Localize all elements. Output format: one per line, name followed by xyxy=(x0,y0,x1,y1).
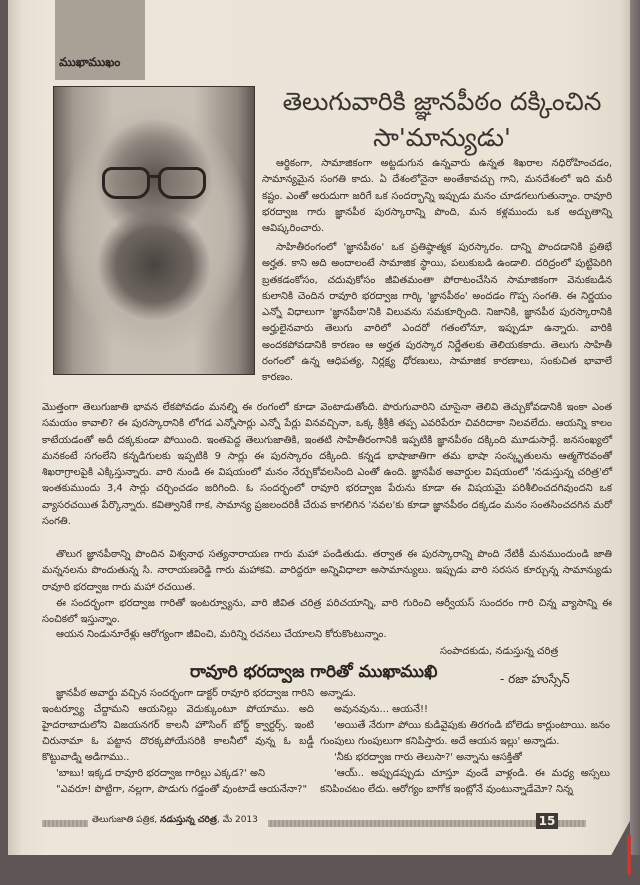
footer-rule-left xyxy=(42,820,88,827)
interview-right-para-1: అన్నాడు. xyxy=(320,688,357,699)
editorial-paragraph-4: తొలుగ జ్ఞానపీఠాన్ని పొందిన విశ్వనాథ సత్యనారాయణ గారు మహా పండితుడు. తర్వాత ఈ పురస్కారాన్ని పొంది నేటికీ మనముందుండి జాతి మన్ననలను పొందుతున్న సి. నారాయణరెడ్డి గారు మహాకవి. వారిద్దరూ అన్నివిధాలా అసామాన్యులు. ఇప్పుడు వారి సరసన కూర్చున్న సామాన్యుడు రావూరి భరద్వాజ గారు మహా రచయిత. xyxy=(42,549,612,593)
interview-right-para-2: అవునవును... ఆయనే!! xyxy=(334,704,429,715)
editorial-paragraph-1: ఆర్థికంగా, సామాజికంగా అట్టడుగున ఉన్నవారు ఉన్నత శిఖరాల నధిరోహించడం, సామాన్యమైన సంగతి కాదు. ఏ దేశంలోనైనా అంతేకావచ్చు గాని, మనదేశంలో ఇది మరీ కష్టం. ఎంతో అరుదుగా జరిగే ఒక సందర్భాన్ని ఇప్పుడు మనం చూడగలుగుతున్నాం. రావూరి భరద్వాజ గారు జ్ఞానపీఠ పురస్కారాన్ని పొంది, మన కళ్లముందు ఒక అద్భుతాన్ని ఆవిష్కరించారు. xyxy=(262,158,612,235)
interview-author: - రజా హుస్సేన్ xyxy=(500,672,570,686)
interview-heading: రావూరి భరద్వాజ గారితో ముఖాముఖి xyxy=(190,662,438,682)
editorial-paragraph-6: ఆయన నిండునూరేళ్లు ఆరోగ్యంగా జీవించి, మరిన్ని రచనలు చేయాలని కోరుకొంటున్నాం. xyxy=(56,629,387,640)
section-tab xyxy=(55,0,145,80)
interview-left-para-1: జ్ఞానపీఠ అవార్డు వచ్చిన సందర్భంగా డాక్టర్ రావూరి భరద్వాజ గారిని ఇంటర్వ్యూ చేద్దామని ఆయనిల్లు వెదుక్కుంటూ పోయాము. అది హైదరాబాదులోని విజయనగర్ కాలనీ హౌసింగ్ బోర్డ్ క్వార్టర్స్. ఇంటి చిరునామా ఓ పట్టాన దొరక్కపోయేసరికి కాలనీలో వున్న ఓ బడ్డీ కొట్టువాడ్ని అడిగాము.. xyxy=(42,688,314,763)
article-title-line2: సా'మాన్యుడు' xyxy=(373,123,511,152)
page-number: 15 xyxy=(536,813,558,829)
red-page-edge xyxy=(627,835,631,875)
section-tab-label: ముఖాముఖం xyxy=(59,55,121,69)
interview-left-para-3: "ఎవరూ! పొట్టిగా, నల్లగా, పొడుగు గడ్డంతో వుంటాడే ఆయనేనా?" xyxy=(56,784,308,795)
footer-magazine-name: నడుస్తున్న చరిత్ర xyxy=(160,815,217,825)
interview-left-para-2: 'బాబు! ఇక్కడ రావూరి భరద్వాజ గారిల్లు ఎక్కడ?' అని xyxy=(56,768,265,779)
article-title xyxy=(262,84,622,156)
editor-signature: సంపాదకుడు, నడుస్తున్న చరిత్ర xyxy=(440,646,559,657)
interview-right-para-5: 'ఆయ్.. అప్పుడప్పుడు చూస్తూ వుండే వాళ్లండి. ఈ మధ్య అస్సలు కనిపించటం లేదు. ఆరోగ్యం బాగోక ఇంట్లోనే వుంటున్నాడేమో? నిన్న xyxy=(320,768,610,795)
editorial-paragraph-3: మొత్తంగా తెలుగుజాతి భావన లేకపోవడం మనల్ని ఈ రంగంలో కూడా వెంటాడుతోంది. పొరుగువారిని చూసైనా తెలివి తెచ్చుకోవడానికి ఇంకా ఎంత సమయం కావాలి? ఈ పురస్కారానికి లోగడ ఎన్నోసార్లు ఎన్నో పేర్లు వినవచ్చినా, ఒక్క శ్రీశ్రీకి తప్ప ఎవరిపేరూ చివరిదాకా నిలవలేదు. ఆయన్ని కాలం కాటేయడంతో అదీ దక్కకుండా పోయింది. ఇంతపెద్ద తెలుగుజాతికి, ఇంతటి సాహితీరంగానికి ఇప్పటికి జ్ఞానపీఠం దక్కింది మూడుసార్లే. జనసంఖ్యలో మనకంటే సగంలేని కన్నడిగులకు ఇప్పటికి 9 సార్లు ఈ పురస్కారం దక్కింది. కన్నడ భాషాజాతిగా తమ భాషా సంస్కృతులను ఆత్మగౌరవంతో శిఖరాగ్రాలపైకి ఎక్కిస్తున్నారు. వారి నుండి ఈ విషయంలో మనం నేర్చుకోవలసింది ఎంతో ఉంది. జ్ఞానపీఠ అవార్డుల విషయంలో 'నడుస్తున్న చరిత్ర'లో ఇంతకుముందు 3,4 సార్లు చర్చించడం జరిగింది. ఓ సందర్భంలో రావూరి భరద్వాజ పేరును కూడా ఈ విషయమై పరిశీలించదగివుందని ఒక వ్యాసరచయిత పేర్కొన్నారు. కవిత్వానికే గాక, సామాన్య ప్రజలందరికీ చేరువ కాగలిగిన 'నవల'కు కూడా జ్ఞానపీఠం దక్కడం మనం సంతసించదగిన మరో సంగతి. xyxy=(42,402,612,528)
article-title-line1: తెలుగువారికి జ్ఞానపీఠం దక్కించిన xyxy=(282,87,602,116)
author-portrait-photo xyxy=(53,86,255,375)
glasses-detail xyxy=(102,167,206,197)
interview-right-para-4: 'నీకు భరద్వాజ గారు తెలుసా?' అన్నాను ఆసక్తితో xyxy=(334,752,522,763)
footer-publication: తెలుగుజాతి పత్రిక, నడుస్తున్న చరిత్ర, మే 2013 xyxy=(92,815,258,825)
page-edge-shadow xyxy=(630,0,640,855)
interview-left-column xyxy=(42,686,314,798)
interview-right-para-3: 'అయితే నేరుగా పోయి కుడివైపుకు తిరగండి బోలెడు కార్లుంటాయి. జనం గుంపులు గుంపులుగా కనిపిస్తారు. అదే ఆయన ఇల్లు' అన్నాడు. xyxy=(320,720,610,747)
interview-right-column xyxy=(320,686,610,798)
editorial-paragraph-2: సాహితీరంగంలో 'జ్ఞానపీఠం' ఒక ప్రతిష్ఠాత్మక పురస్కారం. దాన్ని పొందడానికి ప్రతిభే అర్హత. కాని అది అందాలంటే సామాజిక స్థాయి, పలుకుబడి ఉండాలి. దరిద్రంలో పుట్టిపెరిగి బ్రతకడంకోసం, చదువుకోసం జీవితమంతా పోరాటంచేసిన సామాజికంగా వెనుకబడిన కులానికి చెందిన రావూరి భరద్వాజ గార్కి 'జ్ఞానపీఠం' అందడం గొప్ప సంగతి. ఈ నిర్ణయం ఎన్నో విధాలుగా 'జ్ఞానపీఠా'నికి విలువను సమకూర్చింది. నిజానికి, జ్ఞానపీఠ పురస్కారానికి అర్హులైనవారు తెలుగు వారిలో ఎందరో గతంలోనూ, ఇప్పుడూ ఉన్నారు. వారికి అందకపోవడానికి కారణం ఆ అర్హత పురస్కార నిర్ణేతలకు తెలియకకాదు. తెలుగు సాహితీ రంగంలో ఉన్న ఆధిపత్య, నిర్లక్ష్య ధోరణులు, సామాజిక కారణాలు, సంకుచిత భావాలే కారణం. xyxy=(262,242,612,384)
editorial-paragraph-5: ఈ సందర్భంగా భరద్వాజ గారితో ఇంటర్వ్యూను, వారి జీవిత చరిత్ర పరిచయాన్ని, వారి గురించి ఆర్వీయస్ సుందరం గారి చిన్న వ్యాసాన్ని ఈ సంచికలో ఇస్తున్నాం. xyxy=(42,598,612,626)
